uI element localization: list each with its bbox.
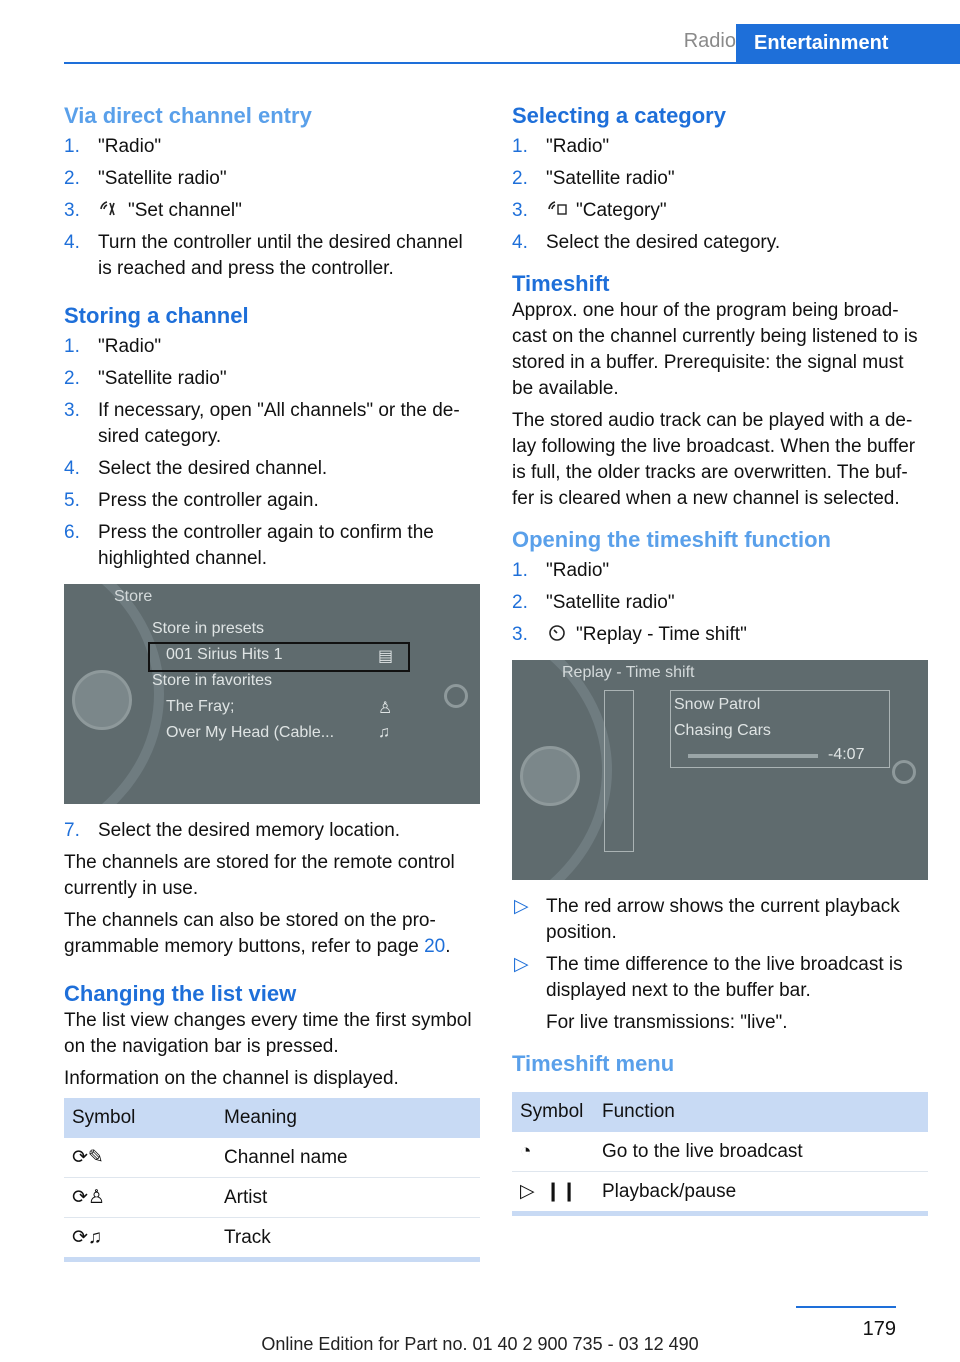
live-broadcast-icon: ◔	[520, 1140, 532, 1162]
preset-icon: ▤	[378, 648, 394, 665]
timeshift-screen-image	[512, 660, 928, 880]
list-item: 1. "Radio"	[512, 560, 610, 581]
rotary-knob-icon	[444, 684, 468, 708]
list-item: 3. If necessary, open "All channels" or the de-sired category.	[64, 400, 460, 447]
list-item: 6. Press the controller again to confirm the highlighted channel.	[64, 522, 434, 569]
list-item: 1. "Radio"	[64, 336, 162, 357]
heading-list-view: Changing the list view	[64, 981, 297, 1006]
table-row: ▷ ❙❙ Playback/pause	[520, 1180, 737, 1202]
store-screen-image	[64, 584, 480, 804]
list-item: 2. "Satellite radio"	[512, 592, 675, 613]
paragraph: For live transmissions: "live".	[546, 1012, 788, 1033]
heading-timeshift-menu: Timeshift menu	[512, 1051, 675, 1076]
list-item: 7. Select the desired memory location.	[64, 820, 401, 841]
screen-title: Store	[114, 588, 153, 605]
heading-direct-entry: Via direct channel entry	[64, 103, 312, 128]
list-item: 3. "Replay - Time shift"	[512, 624, 747, 645]
artist-icon: ⟳♙	[72, 1187, 105, 1208]
footer-edition: Online Edition for Part no. 01 40 2 900 735 - 03 12 490	[261, 1334, 699, 1354]
page-header	[64, 24, 960, 64]
symbol-table: Symbol Meaning ⟳✎ Channel name ⟳♙ Artist ⟳♫ Track	[64, 1098, 480, 1257]
track-icon: ♫	[378, 724, 390, 741]
list-item: ▷ The red arrow shows the current playback position.	[514, 896, 900, 943]
screen-row: Store in favorites	[152, 672, 273, 689]
list-item: 1. "Radio"	[512, 136, 610, 157]
set-channel-icon	[98, 199, 120, 219]
list-item: 5. Press the controller again.	[64, 490, 319, 511]
category-steps	[512, 134, 928, 256]
screen-row: Store in presets	[152, 620, 265, 637]
paragraph: Information on the channel is displayed.	[64, 1068, 399, 1089]
direct-steps	[64, 134, 480, 282]
header-section: Radio	[683, 30, 736, 52]
paragraph: The channels are stored for the remote control currently in use.	[64, 852, 455, 899]
store-step-7	[64, 818, 480, 844]
screen-row: Over My Head (Cable...	[166, 724, 335, 741]
table-bar	[64, 1257, 480, 1262]
list-item: 2. "Satellite radio"	[64, 368, 227, 389]
heading-timeshift: Timeshift	[512, 271, 610, 296]
paragraph: The channels can also be stored on the pro-grammable memory buttons, refer to page 20.	[64, 910, 451, 957]
artist-icon: ♙	[378, 700, 393, 717]
controller-icon	[520, 746, 580, 806]
screen-title: Replay - Time shift	[562, 664, 695, 681]
category-icon	[546, 199, 568, 219]
screen-row: 001 Sirius Hits 1	[166, 646, 283, 663]
channel-name-icon: ⟳✎	[72, 1147, 104, 1168]
header-tab: Entertainment	[736, 24, 960, 62]
track-label: Chasing Cars	[674, 722, 771, 739]
screen-row: The Fray;	[166, 698, 235, 715]
table-bar	[512, 1211, 928, 1216]
list-item: 3. "Set channel"	[64, 200, 242, 221]
open-steps	[512, 558, 928, 648]
heading-open-timeshift: Opening the timeshift function	[512, 527, 831, 552]
paragraph: Approx. one hour of the program being broad-cast on the channel currently being listened to is stored in a buffer. Prerequisite: the signal must be available.	[512, 300, 918, 399]
timeshift-nav-bar	[604, 690, 634, 852]
list-item: 4. Turn the controller until the desired channel is reached and press the controller.	[64, 232, 463, 279]
table-row: ⟳♫ Track	[72, 1226, 271, 1248]
rotary-knob-icon	[892, 760, 916, 784]
paragraph: The list view changes every time the first symbol on the navigation bar is pressed.	[64, 1010, 472, 1057]
list-item: ▷ The time difference to the live broadcast is displayed next to the buffer bar.	[514, 954, 903, 1001]
page-link[interactable]: 20	[424, 936, 446, 957]
heading-storing: Storing a channel	[64, 303, 249, 328]
paragraph: The stored audio track can be played with a de-lay following the live broadcast. When the buffer is full, the older tracks are overwritten. The buf-fer is cleared when a new channel is selected.	[512, 410, 916, 509]
replay-icon	[546, 623, 568, 643]
artist-label: Snow Patrol	[674, 696, 761, 713]
heading-category: Selecting a category	[512, 103, 726, 128]
list-item: 2. "Satellite radio"	[512, 168, 675, 189]
store-steps	[64, 334, 480, 572]
track-icon: ⟳♫	[72, 1227, 103, 1248]
list-item: 4. Select the desired channel.	[64, 458, 328, 479]
table-row: ◔ Go to the live broadcast	[512, 1132, 928, 1172]
list-item: 1. "Radio"	[64, 136, 162, 157]
time-label: -4:07	[828, 746, 865, 763]
page-number: 179	[796, 1306, 896, 1341]
timeshift-bullets	[512, 894, 928, 1004]
left-column	[64, 102, 480, 1262]
timeshift-menu-table: Symbol Function ◔ Go to the live broadcast ▷ ❙❙ Playback/pause	[512, 1092, 928, 1211]
list-item: 2. "Satellite radio"	[64, 168, 227, 189]
right-column	[512, 102, 928, 1216]
controller-icon	[72, 670, 132, 730]
table-row: ⟳✎ Channel name	[64, 1138, 480, 1178]
table-row: ⟳♙ Artist	[64, 1178, 480, 1218]
play-pause-icon: ▷ ❙❙	[520, 1181, 578, 1202]
list-item: 4. Select the desired category.	[512, 232, 781, 253]
list-item: 3. "Category"	[512, 200, 667, 221]
buffer-bar	[688, 754, 818, 758]
